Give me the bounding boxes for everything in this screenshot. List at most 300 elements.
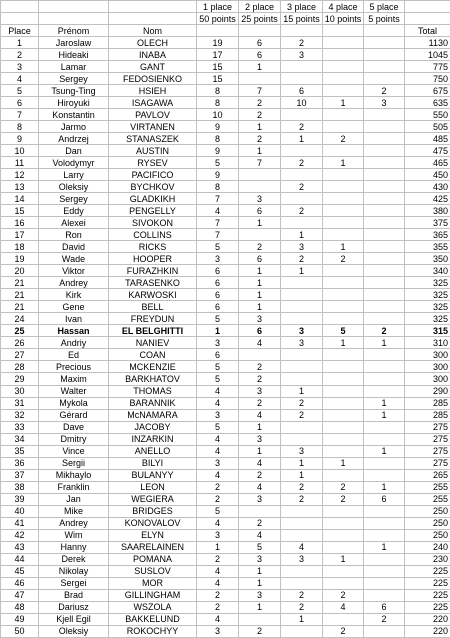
cell-2nd-place[interactable]: 1: [239, 217, 281, 229]
cell-1st-place[interactable]: 8: [197, 133, 239, 145]
cell-firstname[interactable]: Dave: [39, 421, 109, 433]
cell-firstname[interactable]: Hassan: [39, 325, 109, 337]
cell-4th-place[interactable]: [323, 121, 364, 133]
cell-5th-place[interactable]: [364, 61, 405, 73]
cell-4th-place[interactable]: [323, 169, 364, 181]
cell-place[interactable]: 29: [1, 373, 39, 385]
cell-3rd-place[interactable]: [281, 529, 323, 541]
cell-4th-place[interactable]: [323, 433, 364, 445]
cell-firstname[interactable]: Mike: [39, 505, 109, 517]
cell-total[interactable]: 220: [405, 613, 450, 625]
cell-lastname[interactable]: HOOPER: [109, 253, 197, 265]
cell-5th-place[interactable]: 2: [364, 613, 405, 625]
cell-4th-place[interactable]: 1: [323, 97, 364, 109]
cell-3rd-place[interactable]: [281, 565, 323, 577]
cell-firstname[interactable]: Eddy: [39, 205, 109, 217]
cell-1st-place[interactable]: 5: [197, 361, 239, 373]
cell-3rd-place[interactable]: [281, 313, 323, 325]
cell-1st-place[interactable]: 3: [197, 337, 239, 349]
cell-1st-place[interactable]: 5: [197, 157, 239, 169]
cell-4th-place[interactable]: 4: [323, 601, 364, 613]
cell-1st-place[interactable]: 15: [197, 61, 239, 73]
cell-total[interactable]: 225: [405, 589, 450, 601]
cell-2nd-place[interactable]: 1: [239, 61, 281, 73]
cell-place[interactable]: 31: [1, 397, 39, 409]
cell-1st-place[interactable]: 6: [197, 289, 239, 301]
cell-place[interactable]: 24: [1, 313, 39, 325]
cell-2nd-place[interactable]: 3: [239, 313, 281, 325]
cell-1st-place[interactable]: 7: [197, 229, 239, 241]
cell-5th-place[interactable]: [364, 241, 405, 253]
cell-total[interactable]: 250: [405, 529, 450, 541]
cell-total[interactable]: 285: [405, 397, 450, 409]
cell-firstname[interactable]: Jaroslaw: [39, 37, 109, 49]
cell-total[interactable]: 465: [405, 157, 450, 169]
cell-3rd-place[interactable]: 2: [281, 181, 323, 193]
cell-lastname[interactable]: MCKENZIE: [109, 361, 197, 373]
cell-4th-place[interactable]: 2: [323, 481, 364, 493]
cell-total[interactable]: 365: [405, 229, 450, 241]
cell-total[interactable]: 325: [405, 301, 450, 313]
cell-lastname[interactable]: BAKKELUND: [109, 613, 197, 625]
cell-5th-place[interactable]: [364, 385, 405, 397]
cell-1st-place[interactable]: 15: [197, 73, 239, 85]
cell-4th-place[interactable]: [323, 313, 364, 325]
cell-total[interactable]: 255: [405, 493, 450, 505]
cell-firstname[interactable]: Gérard: [39, 409, 109, 421]
cell-1st-place[interactable]: 8: [197, 97, 239, 109]
cell-4th-place[interactable]: [323, 217, 364, 229]
cell-1st-place[interactable]: 4: [197, 433, 239, 445]
cell-1st-place[interactable]: 7: [197, 217, 239, 229]
cell-1st-place[interactable]: 5: [197, 313, 239, 325]
cell-firstname[interactable]: Andrey: [39, 517, 109, 529]
cell-firstname[interactable]: Nikolay: [39, 565, 109, 577]
cell-1st-place[interactable]: 10: [197, 109, 239, 121]
cell-2nd-place[interactable]: 2: [239, 469, 281, 481]
cell-2nd-place[interactable]: 4: [239, 529, 281, 541]
cell-4th-place[interactable]: 2: [323, 253, 364, 265]
cell-2nd-place[interactable]: 4: [239, 457, 281, 469]
cell-firstname[interactable]: Ron: [39, 229, 109, 241]
cell-5th-place[interactable]: [364, 253, 405, 265]
cell-4th-place[interactable]: [323, 61, 364, 73]
cell-1st-place[interactable]: 5: [197, 373, 239, 385]
cell-total[interactable]: 750: [405, 73, 450, 85]
cell-3rd-place[interactable]: [281, 577, 323, 589]
cell-firstname[interactable]: Walter: [39, 385, 109, 397]
cell-5th-place[interactable]: [364, 349, 405, 361]
header-cell[interactable]: 1 place: [197, 1, 239, 13]
cell-3rd-place[interactable]: 3: [281, 337, 323, 349]
cell-place[interactable]: 38: [1, 481, 39, 493]
cell-2nd-place[interactable]: 1: [239, 601, 281, 613]
cell-1st-place[interactable]: 5: [197, 241, 239, 253]
cell-5th-place[interactable]: [364, 517, 405, 529]
cell-firstname[interactable]: Kirk: [39, 289, 109, 301]
cell-3rd-place[interactable]: [281, 61, 323, 73]
cell-firstname[interactable]: Maxim: [39, 373, 109, 385]
cell-place[interactable]: 28: [1, 361, 39, 373]
cell-4th-place[interactable]: [323, 361, 364, 373]
cell-2nd-place[interactable]: 1: [239, 445, 281, 457]
cell-lastname[interactable]: BELL: [109, 301, 197, 313]
cell-2nd-place[interactable]: 2: [239, 97, 281, 109]
cell-5th-place[interactable]: [364, 361, 405, 373]
header-cell[interactable]: [109, 1, 197, 13]
cell-place[interactable]: 21: [1, 301, 39, 313]
cell-3rd-place[interactable]: 2: [281, 589, 323, 601]
cell-firstname[interactable]: Dan: [39, 145, 109, 157]
cell-lastname[interactable]: WEGIERA: [109, 493, 197, 505]
cell-5th-place[interactable]: [364, 109, 405, 121]
cell-5th-place[interactable]: [364, 505, 405, 517]
cell-total[interactable]: 425: [405, 193, 450, 205]
header-cell[interactable]: 5 points: [364, 13, 405, 25]
cell-place[interactable]: 11: [1, 157, 39, 169]
cell-2nd-place[interactable]: 3: [239, 193, 281, 205]
cell-place[interactable]: 6: [1, 97, 39, 109]
cell-firstname[interactable]: Sergey: [39, 193, 109, 205]
cell-place[interactable]: 44: [1, 553, 39, 565]
cell-firstname[interactable]: Oleksiy: [39, 625, 109, 637]
header-cell[interactable]: 4 place: [323, 1, 364, 13]
cell-3rd-place[interactable]: 2: [281, 157, 323, 169]
cell-place[interactable]: 46: [1, 577, 39, 589]
cell-firstname[interactable]: Franklin: [39, 481, 109, 493]
cell-4th-place[interactable]: [323, 37, 364, 49]
cell-2nd-place[interactable]: 3: [239, 385, 281, 397]
cell-3rd-place[interactable]: [281, 505, 323, 517]
cell-lastname[interactable]: RYSEV: [109, 157, 197, 169]
cell-lastname[interactable]: VIRTANEN: [109, 121, 197, 133]
cell-2nd-place[interactable]: 5: [239, 541, 281, 553]
cell-total[interactable]: 635: [405, 97, 450, 109]
cell-place[interactable]: 13: [1, 181, 39, 193]
cell-1st-place[interactable]: 5: [197, 505, 239, 517]
header-cell[interactable]: 25 points: [239, 13, 281, 25]
cell-5th-place[interactable]: 2: [364, 85, 405, 97]
cell-1st-place[interactable]: 2: [197, 553, 239, 565]
cell-4th-place[interactable]: 5: [323, 325, 364, 337]
cell-5th-place[interactable]: [364, 313, 405, 325]
cell-firstname[interactable]: Mikhaylo: [39, 469, 109, 481]
cell-total[interactable]: 325: [405, 289, 450, 301]
cell-4th-place[interactable]: [323, 613, 364, 625]
cell-lastname[interactable]: PACIFICO: [109, 169, 197, 181]
cell-5th-place[interactable]: 1: [364, 409, 405, 421]
cell-1st-place[interactable]: 4: [197, 565, 239, 577]
cell-total[interactable]: 290: [405, 385, 450, 397]
cell-5th-place[interactable]: 6: [364, 493, 405, 505]
header-cell[interactable]: [1, 13, 39, 25]
header-cell[interactable]: 3 place: [281, 1, 323, 13]
cell-firstname[interactable]: Hideaki: [39, 49, 109, 61]
cell-total[interactable]: 275: [405, 457, 450, 469]
cell-5th-place[interactable]: [364, 145, 405, 157]
cell-total[interactable]: 250: [405, 505, 450, 517]
cell-5th-place[interactable]: 6: [364, 601, 405, 613]
header-cell[interactable]: 2 place: [239, 1, 281, 13]
cell-lastname[interactable]: STANASZEK: [109, 133, 197, 145]
cell-4th-place[interactable]: [323, 109, 364, 121]
cell-place[interactable]: 3: [1, 61, 39, 73]
cell-1st-place[interactable]: 1: [197, 541, 239, 553]
cell-4th-place[interactable]: [323, 205, 364, 217]
cell-firstname[interactable]: Sergei: [39, 577, 109, 589]
cell-lastname[interactable]: ISAGAWA: [109, 97, 197, 109]
cell-lastname[interactable]: BILYI: [109, 457, 197, 469]
cell-lastname[interactable]: KARWOSKI: [109, 289, 197, 301]
cell-place[interactable]: 48: [1, 601, 39, 613]
cell-3rd-place[interactable]: 1: [281, 229, 323, 241]
cell-3rd-place[interactable]: [281, 73, 323, 85]
cell-2nd-place[interactable]: 1: [239, 145, 281, 157]
cell-lastname[interactable]: FURAZHKIN: [109, 265, 197, 277]
cell-1st-place[interactable]: 4: [197, 517, 239, 529]
cell-4th-place[interactable]: 1: [323, 157, 364, 169]
cell-5th-place[interactable]: [364, 229, 405, 241]
header-cell[interactable]: [39, 13, 109, 25]
cell-1st-place[interactable]: 9: [197, 169, 239, 181]
cell-1st-place[interactable]: 4: [197, 385, 239, 397]
cell-4th-place[interactable]: [323, 373, 364, 385]
cell-firstname[interactable]: Hiroyuki: [39, 97, 109, 109]
cell-place[interactable]: 50: [1, 625, 39, 637]
cell-total[interactable]: 450: [405, 169, 450, 181]
cell-5th-place[interactable]: [364, 625, 405, 637]
cell-5th-place[interactable]: [364, 421, 405, 433]
cell-4th-place[interactable]: [323, 517, 364, 529]
cell-3rd-place[interactable]: 3: [281, 241, 323, 253]
header-cell[interactable]: [1, 1, 39, 13]
cell-lastname[interactable]: MOR: [109, 577, 197, 589]
cell-total[interactable]: 375: [405, 217, 450, 229]
cell-1st-place[interactable]: 6: [197, 277, 239, 289]
cell-lastname[interactable]: SAARELAINEN: [109, 541, 197, 553]
cell-3rd-place[interactable]: [281, 289, 323, 301]
cell-4th-place[interactable]: [323, 265, 364, 277]
cell-firstname[interactable]: Wade: [39, 253, 109, 265]
cell-2nd-place[interactable]: 7: [239, 157, 281, 169]
cell-3rd-place[interactable]: [281, 145, 323, 157]
cell-total[interactable]: 230: [405, 553, 450, 565]
cell-3rd-place[interactable]: 2: [281, 205, 323, 217]
cell-3rd-place[interactable]: 2: [281, 37, 323, 49]
cell-1st-place[interactable]: 1: [197, 325, 239, 337]
cell-5th-place[interactable]: [364, 49, 405, 61]
cell-lastname[interactable]: LEON: [109, 481, 197, 493]
cell-1st-place[interactable]: 4: [197, 469, 239, 481]
cell-3rd-place[interactable]: 3: [281, 553, 323, 565]
cell-1st-place[interactable]: 7: [197, 193, 239, 205]
cell-4th-place[interactable]: 2: [323, 625, 364, 637]
cell-1st-place[interactable]: 4: [197, 577, 239, 589]
cell-4th-place[interactable]: [323, 181, 364, 193]
header-cell[interactable]: 15 points: [281, 13, 323, 25]
cell-4th-place[interactable]: [323, 289, 364, 301]
cell-1st-place[interactable]: 3: [197, 529, 239, 541]
cell-total[interactable]: 325: [405, 313, 450, 325]
cell-2nd-place[interactable]: 2: [239, 373, 281, 385]
cell-total[interactable]: 225: [405, 601, 450, 613]
cell-total[interactable]: 380: [405, 205, 450, 217]
cell-5th-place[interactable]: [364, 469, 405, 481]
cell-1st-place[interactable]: 19: [197, 37, 239, 49]
cell-lastname[interactable]: INZARKIN: [109, 433, 197, 445]
cell-3rd-place[interactable]: 2: [281, 253, 323, 265]
cell-lastname[interactable]: WSZOLA: [109, 601, 197, 613]
cell-1st-place[interactable]: 4: [197, 397, 239, 409]
cell-lastname[interactable]: BULANYY: [109, 469, 197, 481]
cell-2nd-place[interactable]: 3: [239, 589, 281, 601]
cell-total[interactable]: 505: [405, 121, 450, 133]
cell-5th-place[interactable]: [364, 169, 405, 181]
cell-total[interactable]: 340: [405, 265, 450, 277]
cell-1st-place[interactable]: 4: [197, 613, 239, 625]
cell-3rd-place[interactable]: [281, 193, 323, 205]
cell-place[interactable]: 7: [1, 109, 39, 121]
cell-lastname[interactable]: PENGELLY: [109, 205, 197, 217]
cell-5th-place[interactable]: [364, 301, 405, 313]
cell-total[interactable]: 325: [405, 277, 450, 289]
cell-4th-place[interactable]: [323, 49, 364, 61]
cell-firstname[interactable]: David: [39, 241, 109, 253]
cell-3rd-place[interactable]: [281, 361, 323, 373]
cell-3rd-place[interactable]: 1: [281, 469, 323, 481]
cell-5th-place[interactable]: 1: [364, 397, 405, 409]
column-header-total[interactable]: Total: [405, 25, 450, 37]
cell-2nd-place[interactable]: 1: [239, 301, 281, 313]
cell-1st-place[interactable]: 3: [197, 457, 239, 469]
cell-lastname[interactable]: PAVLOV: [109, 109, 197, 121]
cell-4th-place[interactable]: [323, 529, 364, 541]
cell-lastname[interactable]: BARKHATOV: [109, 373, 197, 385]
cell-1st-place[interactable]: 17: [197, 49, 239, 61]
cell-total[interactable]: 485: [405, 133, 450, 145]
cell-firstname[interactable]: Konstantin: [39, 109, 109, 121]
cell-5th-place[interactable]: [364, 589, 405, 601]
cell-5th-place[interactable]: [364, 37, 405, 49]
cell-2nd-place[interactable]: 2: [239, 241, 281, 253]
cell-lastname[interactable]: POMANA: [109, 553, 197, 565]
cell-lastname[interactable]: NANIEV: [109, 337, 197, 349]
cell-lastname[interactable]: GLADKIKH: [109, 193, 197, 205]
column-header-firstname[interactable]: Prénom: [39, 25, 109, 37]
cell-lastname[interactable]: GILLINGHAM: [109, 589, 197, 601]
cell-2nd-place[interactable]: [239, 181, 281, 193]
cell-3rd-place[interactable]: [281, 301, 323, 313]
cell-place[interactable]: 47: [1, 589, 39, 601]
cell-4th-place[interactable]: [323, 577, 364, 589]
cell-5th-place[interactable]: [364, 157, 405, 169]
cell-4th-place[interactable]: [323, 445, 364, 457]
cell-3rd-place[interactable]: [281, 421, 323, 433]
cell-4th-place[interactable]: [323, 145, 364, 157]
cell-4th-place[interactable]: [323, 565, 364, 577]
cell-place[interactable]: 40: [1, 505, 39, 517]
cell-firstname[interactable]: Kjell Egil: [39, 613, 109, 625]
cell-4th-place[interactable]: [323, 409, 364, 421]
cell-total[interactable]: 310: [405, 337, 450, 349]
cell-lastname[interactable]: AUSTIN: [109, 145, 197, 157]
cell-firstname[interactable]: Jan: [39, 493, 109, 505]
cell-total[interactable]: 1045: [405, 49, 450, 61]
cell-lastname[interactable]: ROKOCHYY: [109, 625, 197, 637]
cell-total[interactable]: 275: [405, 421, 450, 433]
cell-place[interactable]: 15: [1, 205, 39, 217]
cell-3rd-place[interactable]: 3: [281, 325, 323, 337]
cell-1st-place[interactable]: 8: [197, 181, 239, 193]
column-header-lastname[interactable]: Nom: [109, 25, 197, 37]
cell-3rd-place[interactable]: [281, 373, 323, 385]
cell-lastname[interactable]: ELYN: [109, 529, 197, 541]
cell-3rd-place[interactable]: 2: [281, 397, 323, 409]
cell-place[interactable]: 45: [1, 565, 39, 577]
cell-firstname[interactable]: Sergey: [39, 73, 109, 85]
cell-firstname[interactable]: Alexei: [39, 217, 109, 229]
cell-4th-place[interactable]: [323, 85, 364, 97]
cell-5th-place[interactable]: [364, 265, 405, 277]
cell-total[interactable]: 225: [405, 577, 450, 589]
cell-total[interactable]: 1130: [405, 37, 450, 49]
cell-place[interactable]: 19: [1, 253, 39, 265]
header-cell[interactable]: 5 place: [364, 1, 405, 13]
cell-place[interactable]: 2: [1, 49, 39, 61]
cell-1st-place[interactable]: 2: [197, 601, 239, 613]
cell-place[interactable]: 20: [1, 265, 39, 277]
cell-2nd-place[interactable]: 1: [239, 577, 281, 589]
cell-firstname[interactable]: Wim: [39, 529, 109, 541]
cell-5th-place[interactable]: 1: [364, 337, 405, 349]
cell-place[interactable]: 27: [1, 349, 39, 361]
header-cell[interactable]: [239, 25, 281, 37]
cell-place[interactable]: 5: [1, 85, 39, 97]
cell-lastname[interactable]: COLLINS: [109, 229, 197, 241]
cell-2nd-place[interactable]: 6: [239, 205, 281, 217]
cell-firstname[interactable]: Ivan: [39, 313, 109, 325]
header-cell[interactable]: [281, 25, 323, 37]
cell-total[interactable]: 675: [405, 85, 450, 97]
cell-firstname[interactable]: Mykola: [39, 397, 109, 409]
cell-2nd-place[interactable]: 1: [239, 277, 281, 289]
cell-total[interactable]: 775: [405, 61, 450, 73]
cell-5th-place[interactable]: [364, 181, 405, 193]
cell-4th-place[interactable]: [323, 229, 364, 241]
cell-place[interactable]: 17: [1, 229, 39, 241]
cell-total[interactable]: 355: [405, 241, 450, 253]
cell-5th-place[interactable]: 3: [364, 97, 405, 109]
cell-place[interactable]: 12: [1, 169, 39, 181]
cell-2nd-place[interactable]: 1: [239, 265, 281, 277]
cell-lastname[interactable]: BYCHKOV: [109, 181, 197, 193]
cell-2nd-place[interactable]: 2: [239, 361, 281, 373]
cell-3rd-place[interactable]: 2: [281, 601, 323, 613]
cell-1st-place[interactable]: 9: [197, 121, 239, 133]
cell-1st-place[interactable]: 6: [197, 349, 239, 361]
cell-2nd-place[interactable]: [239, 229, 281, 241]
cell-lastname[interactable]: RICKS: [109, 241, 197, 253]
cell-firstname[interactable]: Oleksiy: [39, 181, 109, 193]
cell-3rd-place[interactable]: [281, 169, 323, 181]
cell-4th-place[interactable]: 2: [323, 133, 364, 145]
cell-lastname[interactable]: THOMAS: [109, 385, 197, 397]
cell-4th-place[interactable]: 1: [323, 553, 364, 565]
header-cell[interactable]: [109, 13, 197, 25]
header-cell[interactable]: [197, 25, 239, 37]
cell-3rd-place[interactable]: [281, 277, 323, 289]
cell-4th-place[interactable]: 1: [323, 337, 364, 349]
